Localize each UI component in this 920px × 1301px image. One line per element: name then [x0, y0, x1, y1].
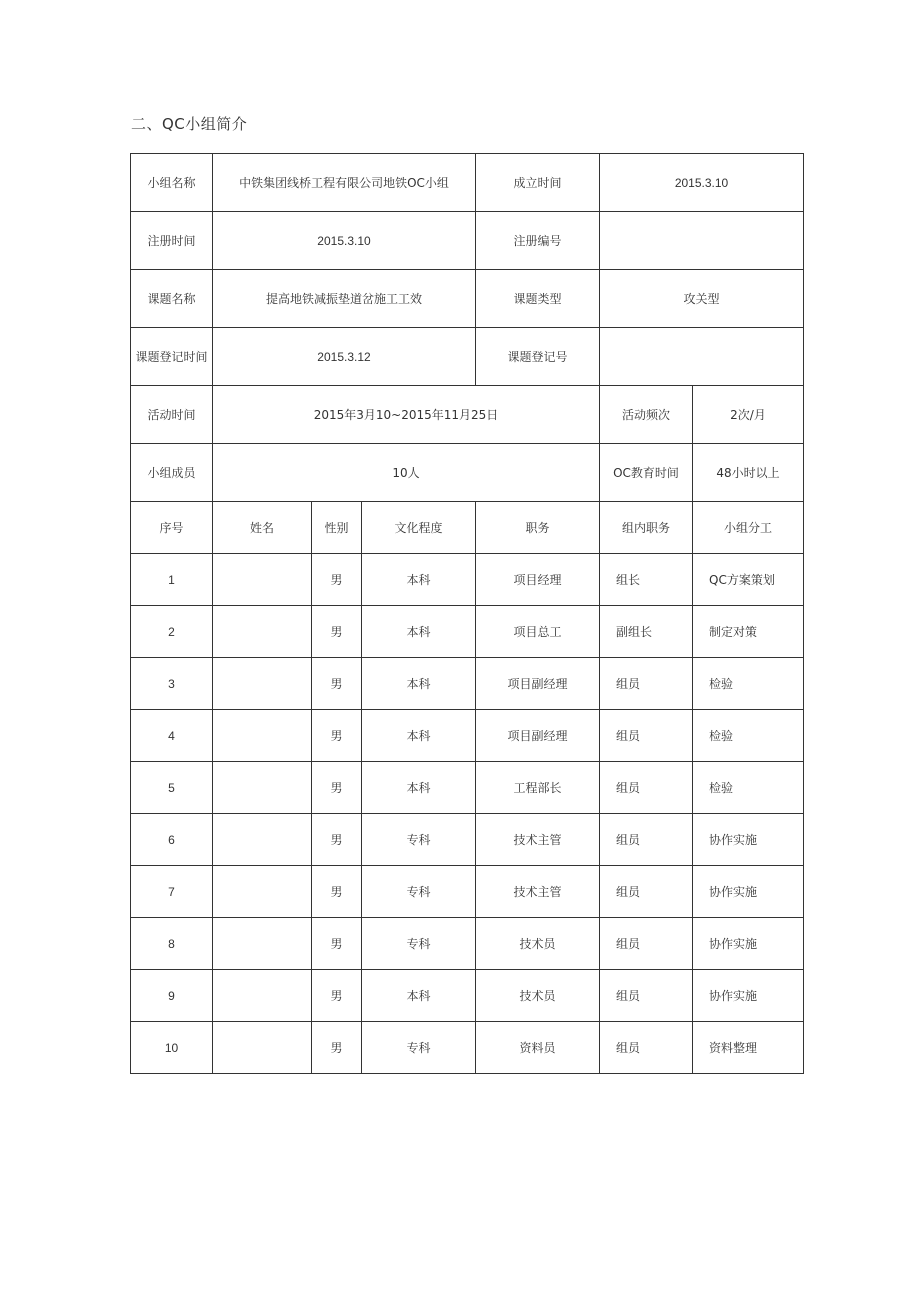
member-no: 4 [131, 710, 213, 762]
member-position: 工程部长 [476, 762, 600, 814]
member-group-role: 组员 [600, 918, 693, 970]
member-division: 检验 [693, 762, 804, 814]
member-education: 本科 [362, 970, 476, 1022]
group-name-value: 中铁集团线桥工程有限公司地铁OC小组 [213, 154, 476, 212]
frequency-label: 活动频次 [600, 386, 693, 444]
activity-time-label: 活动时间 [131, 386, 213, 444]
table-row [131, 658, 804, 710]
member-education: 本科 [362, 606, 476, 658]
member-no: 7 [131, 866, 213, 918]
info-row-registered [131, 212, 804, 270]
table-row [131, 1022, 804, 1074]
member-gender: 男 [312, 762, 362, 814]
member-name [213, 710, 312, 762]
member-position: 项目总工 [476, 606, 600, 658]
member-gender: 男 [312, 918, 362, 970]
member-group-role: 组员 [600, 814, 693, 866]
member-group-role: 组长 [600, 554, 693, 606]
member-division: 资料整理 [693, 1022, 804, 1074]
table-row [131, 606, 804, 658]
member-no: 5 [131, 762, 213, 814]
member-education: 专科 [362, 814, 476, 866]
topic-reg-time-value: 2015.3.12 [213, 328, 476, 386]
frequency-value: 2次/月 [693, 386, 804, 444]
member-group-role: 组员 [600, 762, 693, 814]
member-no: 10 [131, 1022, 213, 1074]
member-position: 资料员 [476, 1022, 600, 1074]
member-position: 技术员 [476, 918, 600, 970]
member-position: 项目副经理 [476, 710, 600, 762]
topic-reg-no-label: 课题登记号 [476, 328, 600, 386]
member-group-role: 组员 [600, 710, 693, 762]
header-education: 文化程度 [362, 502, 476, 554]
member-group-role: 副组长 [600, 606, 693, 658]
founded-label: 成立时间 [476, 154, 600, 212]
member-education: 专科 [362, 866, 476, 918]
header-name: 姓名 [213, 502, 312, 554]
member-division: QC方案策划 [693, 554, 804, 606]
reg-no-value [600, 212, 804, 270]
member-no: 6 [131, 814, 213, 866]
members-value: 10人 [213, 444, 600, 502]
table-row [131, 970, 804, 1022]
table-row [131, 866, 804, 918]
member-position: 技术主管 [476, 866, 600, 918]
member-education: 专科 [362, 918, 476, 970]
header-group-role: 组内职务 [600, 502, 693, 554]
member-name [213, 1022, 312, 1074]
topic-reg-no-value [600, 328, 804, 386]
info-row-topic-reg [131, 328, 804, 386]
topic-type-label: 课题类型 [476, 270, 600, 328]
founded-value: 2015.3.10 [600, 154, 804, 212]
section-heading: 二、QC小组简介 [131, 115, 248, 133]
table-row [131, 762, 804, 814]
member-no: 3 [131, 658, 213, 710]
qc-group-table [130, 153, 804, 1074]
member-group-role: 组员 [600, 970, 693, 1022]
member-no: 9 [131, 970, 213, 1022]
header-gender: 性别 [312, 502, 362, 554]
member-group-role: 组员 [600, 866, 693, 918]
activity-time-value: 2015年3月10~2015年11月25日 [213, 386, 600, 444]
member-gender: 男 [312, 658, 362, 710]
member-gender: 男 [312, 866, 362, 918]
member-name [213, 814, 312, 866]
topic-value: 提高地铁减振垫道岔施工工效 [213, 270, 476, 328]
member-name [213, 762, 312, 814]
member-rows [131, 554, 804, 1074]
member-division: 协作实施 [693, 866, 804, 918]
member-name [213, 554, 312, 606]
info-row-members [131, 444, 804, 502]
member-gender: 男 [312, 970, 362, 1022]
member-division: 检验 [693, 658, 804, 710]
member-division: 协作实施 [693, 918, 804, 970]
member-division: 检验 [693, 710, 804, 762]
table-row [131, 814, 804, 866]
member-name [213, 970, 312, 1022]
member-division: 协作实施 [693, 970, 804, 1022]
member-name [213, 918, 312, 970]
info-row-topic [131, 270, 804, 328]
info-row-activity [131, 386, 804, 444]
edu-time-value: 48小时以上 [693, 444, 804, 502]
member-no: 2 [131, 606, 213, 658]
member-education: 本科 [362, 658, 476, 710]
member-group-role: 组员 [600, 658, 693, 710]
table-row [131, 554, 804, 606]
topic-label: 课题名称 [131, 270, 213, 328]
member-position: 项目经理 [476, 554, 600, 606]
member-gender: 男 [312, 606, 362, 658]
member-gender: 男 [312, 814, 362, 866]
table-row [131, 918, 804, 970]
member-division: 协作实施 [693, 814, 804, 866]
member-education: 专科 [362, 1022, 476, 1074]
member-education: 本科 [362, 554, 476, 606]
member-position: 项目副经理 [476, 658, 600, 710]
member-no: 1 [131, 554, 213, 606]
members-label: 小组成员 [131, 444, 213, 502]
registered-value: 2015.3.10 [213, 212, 476, 270]
member-gender: 男 [312, 554, 362, 606]
member-no: 8 [131, 918, 213, 970]
member-education: 本科 [362, 710, 476, 762]
member-gender: 男 [312, 710, 362, 762]
member-group-role: 组员 [600, 1022, 693, 1074]
header-position: 职务 [476, 502, 600, 554]
group-name-label: 小组名称 [131, 154, 213, 212]
reg-no-label: 注册编号 [476, 212, 600, 270]
member-division: 制定对策 [693, 606, 804, 658]
topic-type-value: 攻关型 [600, 270, 804, 328]
member-education: 本科 [362, 762, 476, 814]
member-position: 技术员 [476, 970, 600, 1022]
edu-time-label: OC教育时间 [600, 444, 693, 502]
member-name [213, 658, 312, 710]
header-no: 序号 [131, 502, 213, 554]
member-gender: 男 [312, 1022, 362, 1074]
header-division: 小组分工 [693, 502, 804, 554]
member-table-header [131, 502, 804, 554]
table-row [131, 710, 804, 762]
member-position: 技术主管 [476, 814, 600, 866]
member-name [213, 606, 312, 658]
info-row-group-name [131, 154, 804, 212]
topic-reg-time-label: 课题登记时间 [131, 328, 213, 386]
member-name [213, 866, 312, 918]
registered-label: 注册时间 [131, 212, 213, 270]
